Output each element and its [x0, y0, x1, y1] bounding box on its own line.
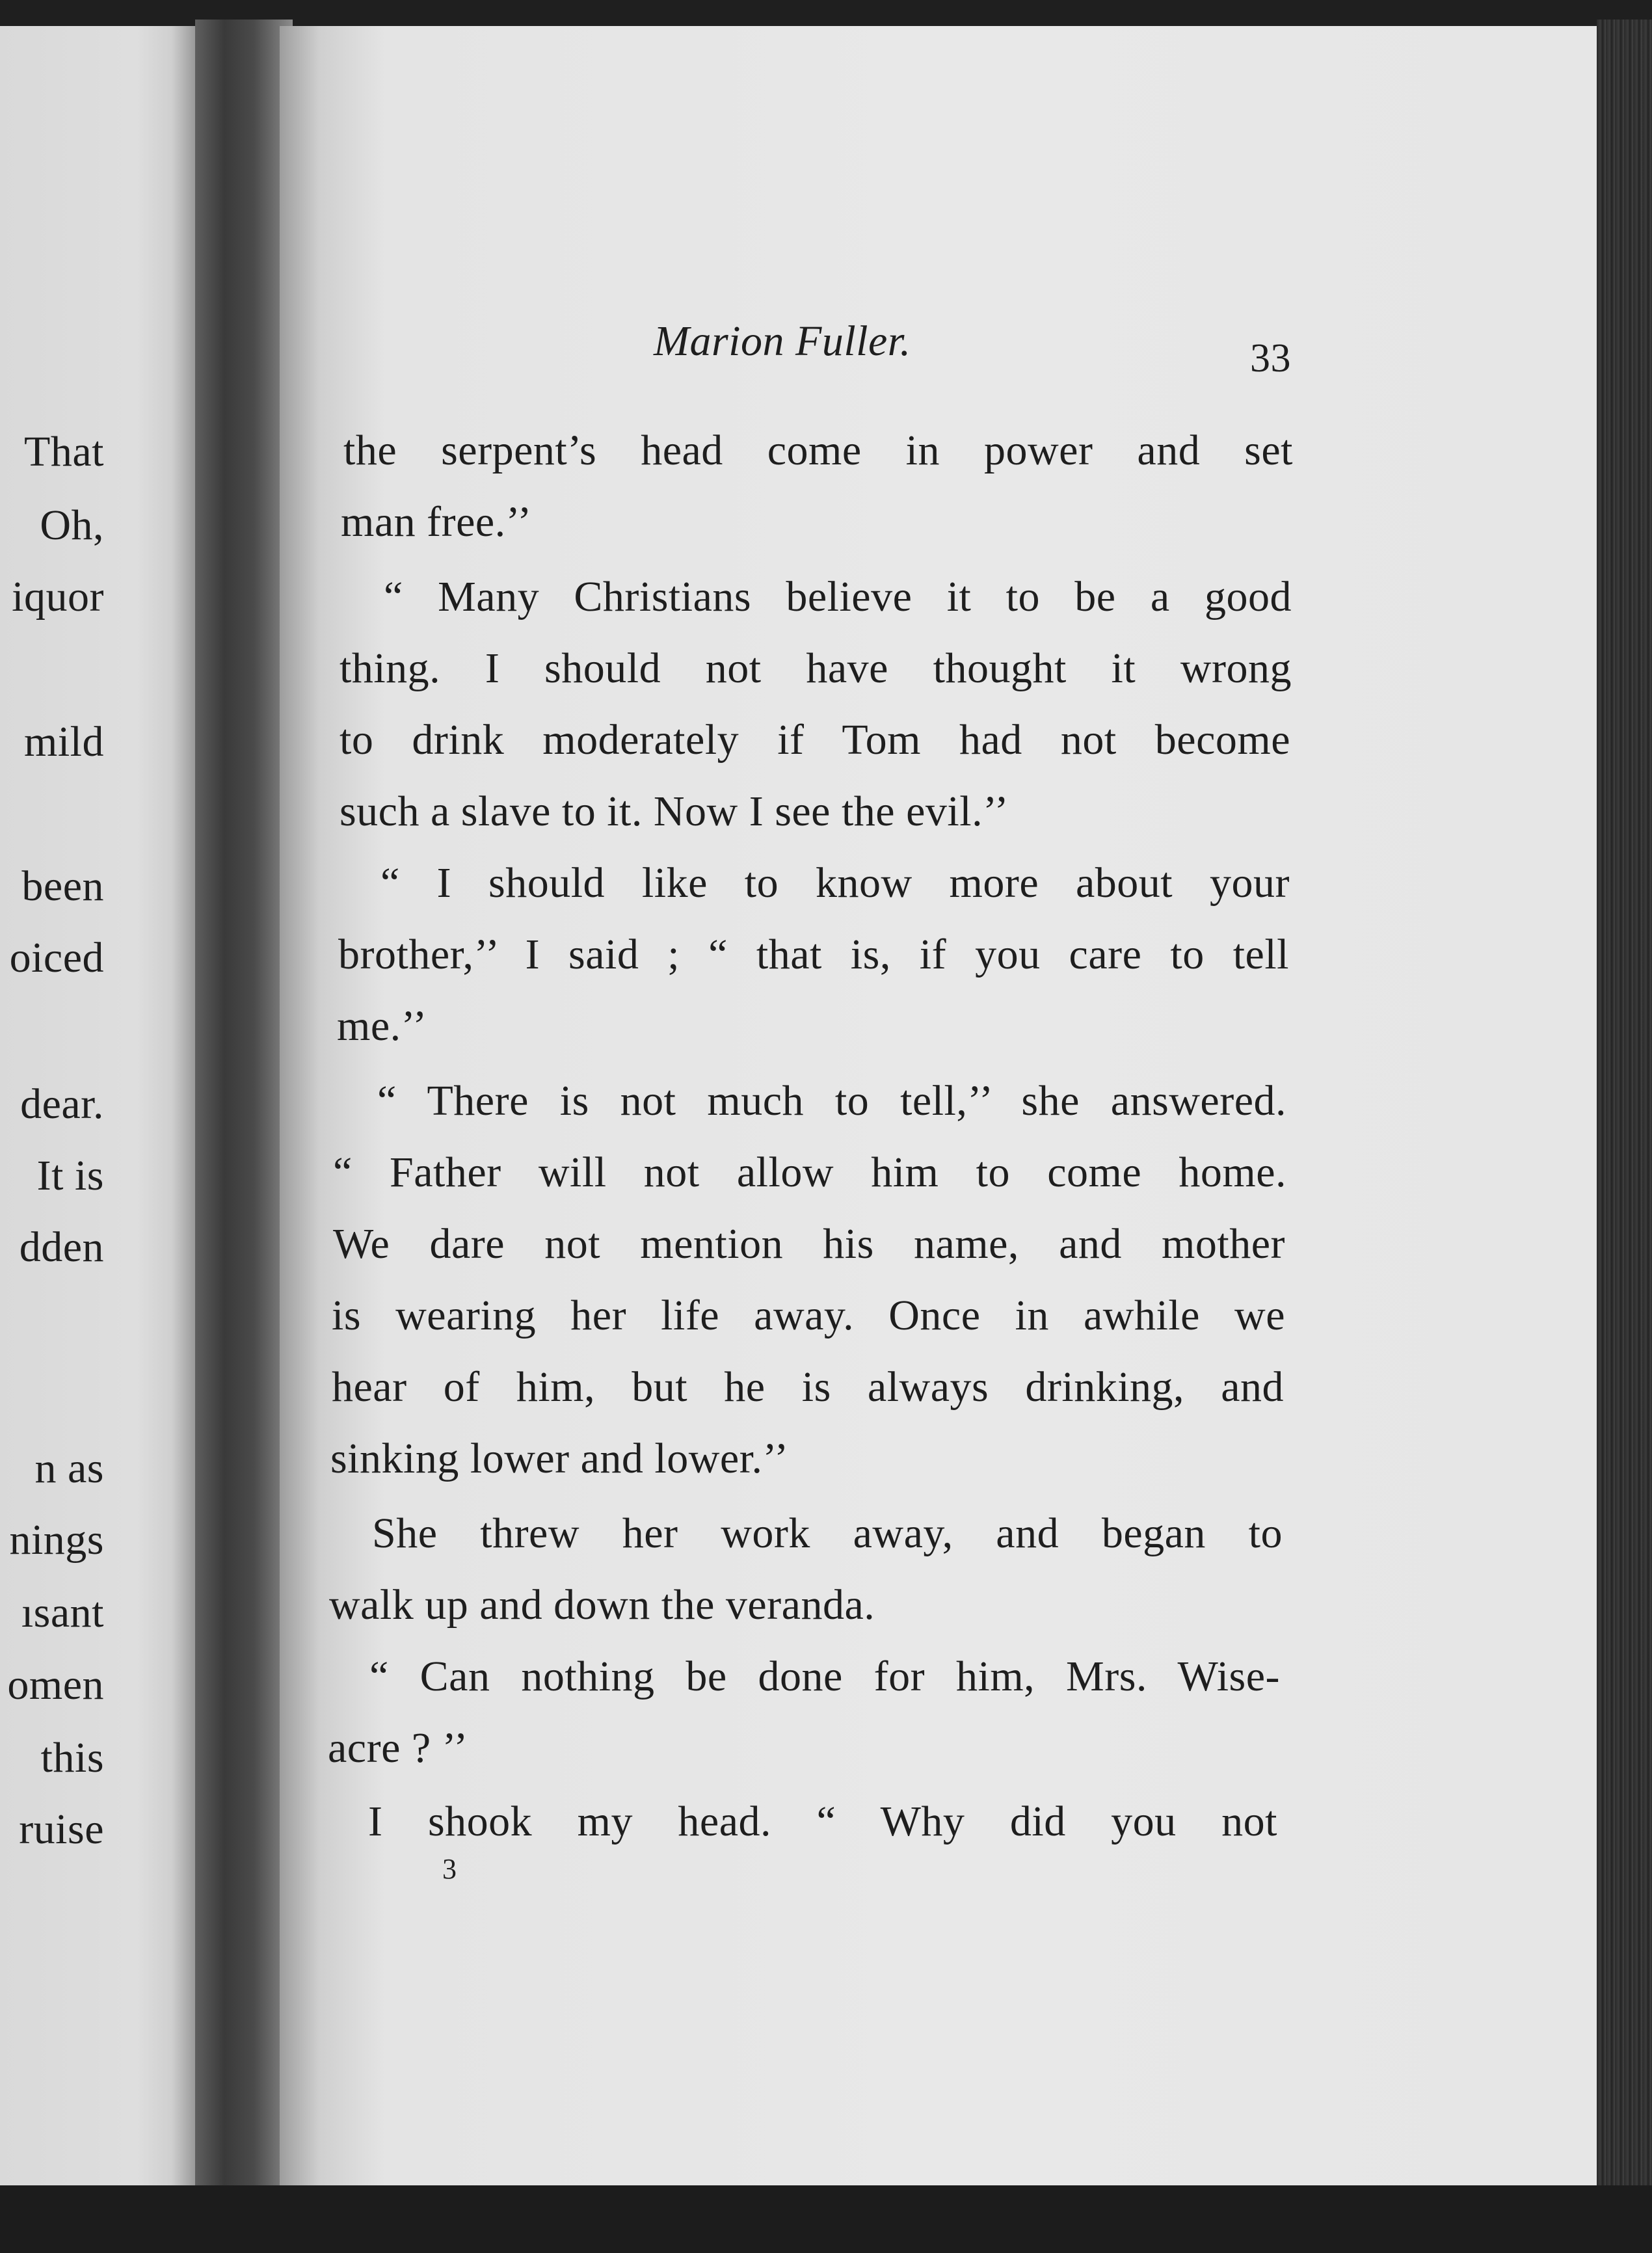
- bottom-shadow: [0, 2185, 1652, 2253]
- left-line-fragment: nings: [9, 1516, 104, 1564]
- body-line: hear of him, but he is always drinking, and: [332, 1363, 1284, 1411]
- body-line: “ There is not much to tell,’’ she answered.: [377, 1077, 1286, 1125]
- left-line-fragment: n as: [34, 1445, 104, 1492]
- left-line-fragment: It is: [36, 1152, 104, 1199]
- body-line: She threw her work away, and began to: [372, 1510, 1283, 1557]
- left-line-fragment: been: [21, 862, 104, 910]
- signature-mark: 3: [442, 1853, 457, 1885]
- running-header-title: Marion Fuller.: [654, 317, 911, 365]
- page-edge: [1597, 20, 1652, 2231]
- left-line-fragment: iquor: [12, 573, 104, 620]
- page-number: 33: [1250, 336, 1291, 380]
- body-line: “ Father will not allow him to come home.: [333, 1149, 1286, 1196]
- left-line-fragment: this: [40, 1734, 104, 1781]
- body-line: me.’’: [337, 1002, 427, 1050]
- body-line: “ Many Christians believe it to be a good: [384, 573, 1292, 620]
- book-gutter: [195, 20, 293, 2205]
- left-line-fragment: omen: [7, 1661, 104, 1709]
- left-line-fragment: Oh,: [40, 501, 104, 549]
- body-line: brother,’’ I said ; “ that is, if you care to tell: [338, 931, 1289, 978]
- body-line: walk up and down the veranda.: [329, 1581, 875, 1629]
- left-line-fragment: That: [24, 428, 104, 475]
- body-line: man free.’’: [341, 498, 532, 546]
- body-line: acre ? ’’: [328, 1724, 468, 1772]
- left-line-fragment: ruise: [19, 1806, 104, 1853]
- left-line-fragment: oiced: [9, 934, 104, 981]
- body-line: We dare not mention his name, and mother: [333, 1220, 1285, 1268]
- body-line: such a slave to it. Now I see the evil.’’: [340, 788, 1009, 835]
- body-line: thing. I should not have thought it wrong: [340, 645, 1292, 692]
- body-line: I shook my head. “ Why did you not: [368, 1798, 1277, 1845]
- body-line: sinking lower and lower.’’: [330, 1435, 789, 1482]
- body-line: is wearing her life away. Once in awhile we: [332, 1292, 1285, 1339]
- body-line: “ Can nothing be done for him, Mrs. Wise-: [369, 1653, 1280, 1700]
- left-line-fragment: dden: [19, 1223, 104, 1271]
- left-line-fragment: ısant: [21, 1589, 104, 1636]
- left-line-fragment: dear.: [20, 1080, 104, 1128]
- body-line: to drink moderately if Tom had not become: [340, 716, 1290, 764]
- body-line: “ I should like to know more about your: [380, 859, 1290, 907]
- left-line-fragment: mild: [23, 718, 104, 766]
- body-line: the serpent’s head come in power and set: [343, 427, 1293, 474]
